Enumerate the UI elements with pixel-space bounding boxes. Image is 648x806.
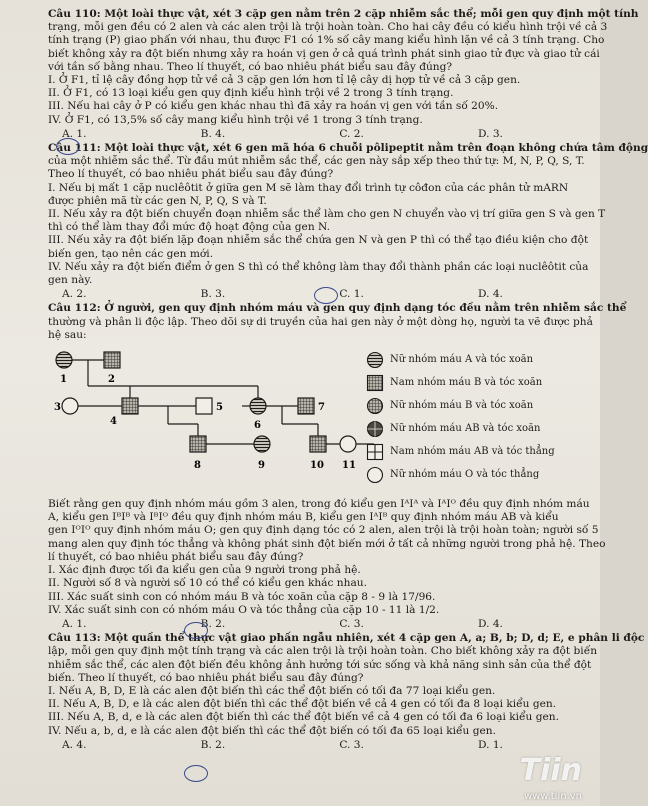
q113-line: nhiễm sắc thể, các alen đột biến đều không ảnh hưởng tới sức sống và khả năng sinh sản của thể đột xyxy=(48,658,592,671)
q113-line: I. Nếu A, B, D, E là các alen đột biến thì các thể đột biến có tối đa 77 loại kiểu gen. xyxy=(48,684,496,697)
answer-option-d[interactable]: D. 4. xyxy=(477,288,503,301)
q111-line: biến gen, tạo nên các gen mới. xyxy=(48,247,214,260)
q112-line: lí thuyết, có bao nhiêu phát biểu sau đây đúng? xyxy=(48,550,304,563)
legend-label: Nữ nhóm máu O và tóc thẳng xyxy=(390,468,540,480)
pedigree-number: 1 xyxy=(60,374,67,386)
q111-answers xyxy=(48,288,578,301)
answer-option-b[interactable]: B. 2. xyxy=(200,738,226,751)
pedigree-individual-1 xyxy=(56,352,72,368)
legend-item xyxy=(366,348,576,371)
q110-line: biết không xảy ra đột biến nhưng xảy ra hoán vị gen ở cả quá trình phát sinh giao tử đực và giao tử cái xyxy=(48,47,600,60)
answer-option-d[interactable]: D. 3. xyxy=(477,127,503,140)
q112-line: thường và phân li độc lập. Theo dõi sự di truyền của hai gen này ở một dòng họ, người ta vẽ được phả xyxy=(48,315,593,328)
q112-line: gen IᴼIᴼ quy định nhóm máu O; gen quy định dạng tóc có 2 alen, alen trội là trội hoàn toàn; người số 5 xyxy=(48,524,599,537)
q111-line: Theo lí thuyết, có bao nhiêu phát biểu sau đây đúng? xyxy=(48,168,334,181)
question-110 xyxy=(48,8,639,141)
legend-item xyxy=(366,440,576,463)
q112-answers xyxy=(48,618,578,631)
pedigree-number: 10 xyxy=(310,460,324,472)
legend-label: Nam nhóm máu AB và tóc thẳng xyxy=(390,445,555,457)
question-113 xyxy=(48,632,645,752)
legend-label: Nữ nhóm máu B và tóc xoăn xyxy=(390,399,534,411)
answer-option-a[interactable]: A. 1. xyxy=(62,617,87,630)
dark-circle-icon xyxy=(366,420,384,438)
answer-option-a[interactable]: A. 2. xyxy=(62,288,87,301)
pen-circle-mark xyxy=(184,765,208,782)
answer-option-d[interactable]: D. 1. xyxy=(477,738,503,751)
q113-line: lập, mỗi gen quy định một tính trạng và các alen trội là trội hoàn toàn. Cho biết không xảy ra đột biến xyxy=(48,645,598,658)
pedigree-number: 2 xyxy=(108,374,115,386)
q110-line: với tần số bằng nhau. Theo lí thuyết, có bao nhiêu phát biểu sau đây đúng? xyxy=(48,60,453,73)
answer-option-b[interactable]: B. 3. xyxy=(200,288,226,301)
q112-line: IV. Xác suất sinh con có nhóm máu O và tóc thẳng của cặp 10 - 11 là 1/2. xyxy=(48,603,440,616)
q111-line: thì có thể làm thay đổi mức độ hoạt động của gen N. xyxy=(48,221,330,234)
q113-line: Câu 113: Một quần thể thực vật giao phấn ngẫu nhiên, xét 4 cặp gen A, a; B, b; D, d; E, e phân li độc xyxy=(48,632,645,645)
q113-line: III. Nếu A, B, d, e là các alen đột biến thì các thể đột biến về cả 4 gen có tối đa 6 loại kiểu gen. xyxy=(48,711,559,724)
answer-option-a[interactable]: A. 4. xyxy=(62,738,87,751)
cross-square-icon xyxy=(366,443,384,461)
q110-line: I. Ở F1, tỉ lệ cây đồng hợp tử về cả 3 cặp gen lớn hơn tỉ lệ cây dị hợp tử về cả 3 cặp gen. xyxy=(48,74,521,87)
q112-line: Biết rằng gen quy định nhóm máu gồm 3 alen, trong đó kiểu gen IᴬIᴬ và IᴬIᴼ đều quy định nhóm máu xyxy=(48,498,590,511)
pedigree-individual-10 xyxy=(310,436,326,452)
tiin-url: www.tiin.vn xyxy=(523,791,582,802)
legend-item xyxy=(366,371,576,394)
pedigree-figure xyxy=(48,344,578,496)
q112-line: II. Người số 8 và người số 10 có thể có kiểu gen khác nhau. xyxy=(48,577,367,590)
pedigree-number: 6 xyxy=(254,420,261,432)
q111-line: Câu 111: Một loài thực vật, xét 6 gen mã hóa 6 chuỗi pôlipeptit nằm trên đoạn không chứa tâm động xyxy=(48,142,648,155)
pedigree-individual-6 xyxy=(250,398,266,414)
pen-circle-mark xyxy=(314,287,338,304)
exam-content xyxy=(48,8,648,753)
pedigree-number: 11 xyxy=(342,460,356,472)
q110-line: trạng, mỗi gen đều có 2 alen và các alen trội là trội hoàn toàn. Cho hai cây đều có kiểu hình trội về cả 3 xyxy=(48,21,608,34)
pedigree-chart xyxy=(48,344,358,496)
pedigree-individual-8 xyxy=(190,436,206,452)
pedigree-number: 7 xyxy=(318,402,325,414)
hatched-square-icon xyxy=(366,374,384,392)
legend-item xyxy=(366,417,576,440)
answer-option-c[interactable]: C. 1. xyxy=(339,288,364,301)
answer-option-c[interactable]: C. 3. xyxy=(339,738,364,751)
pen-circle-mark xyxy=(184,622,208,639)
grid-circle-icon xyxy=(366,397,384,415)
q111-line: I. Nếu bị mất 1 cặp nuclêôtit ở giữa gen M sẽ làm thay đổi trình tự côđon của các phân tử mARN xyxy=(48,181,569,194)
pedigree-individual-2 xyxy=(104,352,120,368)
q112-line: hệ sau: xyxy=(48,328,87,341)
answer-option-b[interactable]: B. 2. xyxy=(200,617,226,630)
q113-line: biến. Theo lí thuyết, có bao nhiêu phát biểu sau đây đúng? xyxy=(48,671,364,684)
legend-item xyxy=(366,463,576,486)
pen-circle-mark xyxy=(56,138,80,155)
question-111 xyxy=(48,142,648,301)
pedigree-individual-9 xyxy=(254,436,270,452)
q112-line: A, kiểu gen IᴮIᴮ và IᴮIᴼ đều quy định nhóm máu B, kiểu gen IᴬIᴮ quy định nhóm máu AB và kiểu xyxy=(48,511,559,524)
q110-line: tính trạng (P) giao phấn với nhau, thu được F1 có 1% số cây mang kiểu hình lặn về cả 3 tính trạng. Cho xyxy=(48,34,605,47)
legend-item xyxy=(366,394,576,417)
hatched-circle-icon xyxy=(366,351,384,369)
question-112 xyxy=(48,302,627,631)
q113-line: IV. Nếu a, b, d, e là các alen đột biến thì các thể đột biến có tối đa 65 loại kiểu gen. xyxy=(48,724,496,737)
q111-line: gen này. xyxy=(48,274,93,287)
q112-line: mang alen quy định tóc thẳng và không phát sinh đột biến mới ở tất cả những người trong phả hệ. Theo xyxy=(48,537,606,550)
pedigree-individual-7 xyxy=(298,398,314,414)
pedigree-individual-3 xyxy=(62,398,78,414)
pedigree-individual-5 xyxy=(196,398,212,414)
legend-label: Nữ nhóm máu AB và tóc xoăn xyxy=(390,422,541,434)
q111-line: II. Nếu xảy ra đột biến chuyển đoạn nhiễm sắc thể làm cho gen N chuyển vào vị trí giữa gen S và gen T xyxy=(48,208,606,221)
q110-line: IV. Ở F1, có 13,5% số cây mang kiểu hình trội về 1 trong 3 tính trạng. xyxy=(48,113,423,126)
q110-answers xyxy=(48,128,578,141)
q110-line: III. Nếu hai cây ở P có kiểu gen khác nhau thì đã xảy ra hoán vị gen với tần số 20%. xyxy=(48,100,499,113)
q111-line: III. Nếu xảy ra đột biến lặp đoạn nhiễm sắc thể chứa gen N và gen P thì có thể tạo điều kiện cho đột xyxy=(48,234,589,247)
legend-label: Nữ nhóm máu A và tóc xoăn xyxy=(390,353,534,365)
q111-line: được phiên mã từ các gen N, P, Q, S và T. xyxy=(48,194,267,207)
pedigree-number: 5 xyxy=(216,402,223,414)
q113-answers xyxy=(48,739,578,752)
tiin-logo: Tiin xyxy=(519,753,582,788)
legend-label: Nam nhóm máu B và tóc xoăn xyxy=(390,376,543,388)
q113-line: II. Nếu A, B, D, e là các alen đột biến thì các thể đột biến về cả 4 gen có tối đa 8 loại kiểu gen. xyxy=(48,698,557,711)
pedigree-individual-4 xyxy=(122,398,138,414)
pedigree-individual-11 xyxy=(334,432,362,456)
pedigree-number: 4 xyxy=(110,416,117,428)
pedigree-number: 8 xyxy=(194,460,201,472)
pedigree-number: 9 xyxy=(258,460,265,472)
q112-line: III. Xác suất sinh con có nhóm máu B và tóc xoăn của cặp 8 - 9 là 17/96. xyxy=(48,590,436,603)
pedigree-number: 3 xyxy=(54,402,61,414)
answer-option-c[interactable]: C. 2. xyxy=(339,127,364,140)
pedigree-legend xyxy=(366,348,576,486)
q111-line: của một nhiễm sắc thể. Từ đầu mút nhiễm sắc thể, các gen này sắp xếp theo thứ tự: M, N, P, Q, S, T. xyxy=(48,155,585,168)
answer-option-c[interactable]: C. 3. xyxy=(339,617,364,630)
q110-line: Câu 110: Một loài thực vật, xét 3 cặp gen nằm trên 2 cặp nhiễm sắc thể; mỗi gen quy định một tính xyxy=(48,8,639,20)
q112-line: I. Xác định được tối đa kiểu gen của 9 người trong phả hệ. xyxy=(48,564,361,577)
q110-line: II. Ở F1, có 13 loại kiểu gen quy định kiểu hình trội về 2 trong 3 tính trạng. xyxy=(48,87,454,100)
q112-line: Câu 112: Ở người, gen quy định nhóm máu và gen quy định dạng tóc đều nằm trên nhiễm sắc thể xyxy=(48,302,627,315)
q111-line: IV. Nếu xảy ra đột biến điểm ở gen S thì có thể không làm thay đổi thành phần các loại nuclêôtit của xyxy=(48,260,589,273)
answer-option-d[interactable]: D. 4. xyxy=(477,617,503,630)
answer-option-b[interactable]: B. 4. xyxy=(200,127,226,140)
empty-circle-icon xyxy=(366,466,384,484)
answer-option-a[interactable]: A. 1. xyxy=(62,127,87,140)
